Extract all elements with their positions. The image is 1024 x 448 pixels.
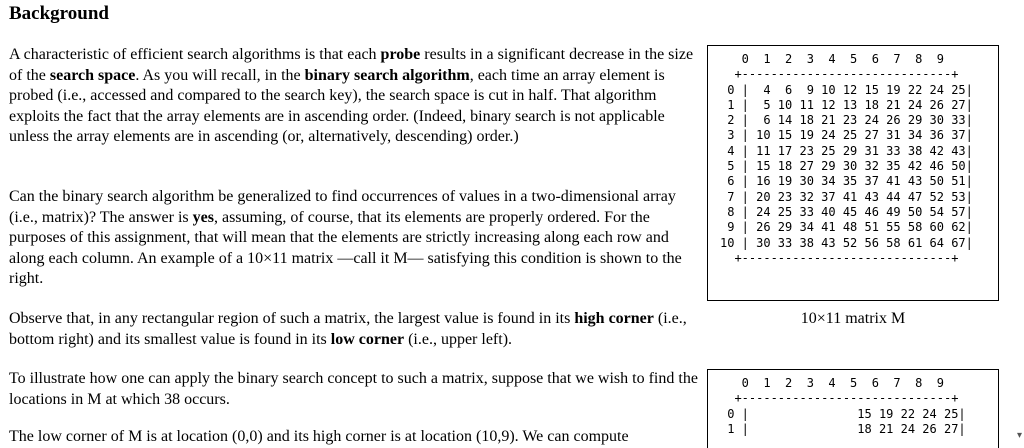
text: Observe that, in any rectangular region of such a matrix, the largest value is found in its [9,310,575,327]
matrix-caption: 10×11 matrix M [800,310,906,327]
matrix-row: 2 | 6 14 18 21 23 24 26 29 30 33| [720,113,973,128]
matrix-row: 7 | 20 23 32 37 41 43 44 47 52 53| [720,189,973,204]
matrix-row: 4 | 11 17 23 25 29 31 33 38 42 43| [720,143,973,158]
matrix-top-border: +-----------------------------+ [720,67,959,82]
matrix-row: 1 | 5 10 11 12 13 18 21 24 26 27| [720,97,973,112]
text: . As you will recall, in the [135,66,305,84]
paragraph-corners [9,309,705,350]
term-binary-search: binary search algorithm [304,66,470,84]
matrix-column-header: 0 1 2 3 4 5 6 7 8 9 [720,52,944,66]
matrix-top-border: +-----------------------------+ [720,391,959,406]
matrix-column-header: 0 1 2 3 4 5 6 7 8 9 [720,376,944,390]
section-heading: Background [9,3,109,24]
text: Can the binary search algorithm be generalized to find occurrences of values in a two-dimensional array (i.e., matrix)? The answer is [9,188,676,226]
page-scrollbar[interactable] [1008,0,1024,448]
matrix-row: 8 | 24 25 33 40 45 46 49 50 54 57| [720,204,973,219]
matrix-m-box [707,45,999,301]
term-high-corner: high corner [574,310,654,327]
matrix-row: 1 | 18 21 24 26 27| [720,421,966,436]
matrix-bottom-border: +-----------------------------+ [720,250,959,265]
text: (i.e., bottom right) and its smallest value is found in its [9,310,687,348]
matrix-row: 0 | 4 6 9 10 12 15 19 22 24 25| [720,82,973,97]
matrix-row: 10 | 30 33 38 43 52 56 58 61 64 67| [720,235,973,250]
term-probe: probe [380,46,421,63]
text: (i.e., upper left). [404,330,513,348]
paragraph-illustrate: To illustrate how one can apply the binary search concept to such a matrix, suppose that we wish to find the locations in M at which 38 occurs. [9,370,698,408]
paragraph-intro [9,45,705,148]
paragraph-compute: The low corner of M is at location (0,0) and its high corner is at location (10,9). We can compute [9,428,629,445]
text: , assuming, of course, that its elements are properly ordered. For the purposes of this assignment, that will mean that the elements are strictly increasing along each row and along each column. An example of a 10×11 matrix —call it M— satisfying this condition is shown to the right. [9,208,682,287]
text: results in a significant decrease in the size of the [9,46,694,84]
matrix-row: 9 | 26 29 34 41 48 51 55 58 60 62| [720,220,973,235]
term-low-corner: low corner [330,330,405,348]
matrix-row: 0 | 15 19 22 24 25| [720,406,966,421]
term-yes: yes [192,208,214,226]
paragraph-generalize [9,187,705,290]
text: , each time an array element is probed (i.e., accessed and compared to the search key), the search space is cut in half. That algorithm exploits the fact that the array elements are in ascending order. (Indeed, binary search is not applicable unless the array elements are in ascending (or, alternatively, descending) order.) [9,66,665,145]
matrix-row: 5 | 15 18 27 29 30 32 35 42 46 50| [720,159,973,174]
matrix-search-box [707,369,999,448]
matrix-row: 3 | 10 15 19 24 25 27 31 34 36 37| [720,128,973,143]
text: A characteristic of efficient search algorithms is that each [9,46,381,63]
matrix-row: 6 | 16 19 30 34 35 37 41 43 50 51| [720,174,973,189]
scroll-down-icon[interactable]: ▾ [1016,430,1022,441]
term-search-space: search space [49,66,136,84]
